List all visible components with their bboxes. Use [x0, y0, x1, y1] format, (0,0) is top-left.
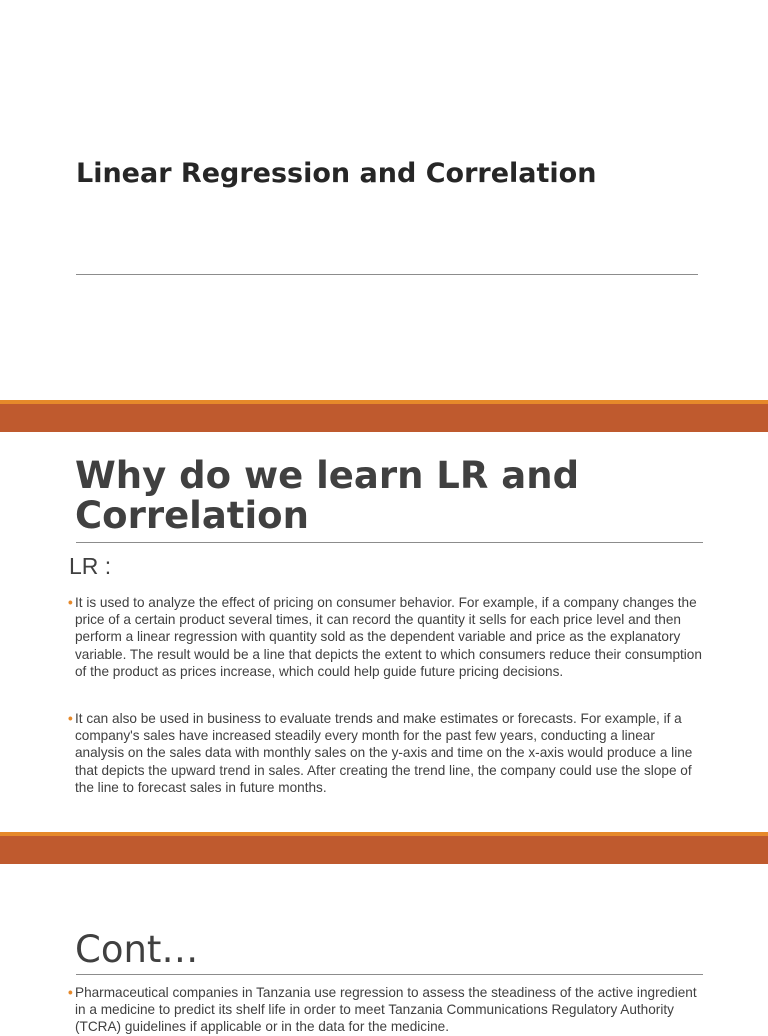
bullet-item [68, 594, 705, 680]
bullet-text: Pharmaceutical companies in Tanzania use regression to assess the steadiness of the active ingredient in a medicine to predict its shelf life in order to meet Tanzania Communications Regulatory Authority (TCRA) guidelines if applicable or in the data for the medicine. [75, 985, 697, 1035]
title-slide [0, 0, 768, 400]
title-divider [76, 974, 703, 975]
slide-title: Linear Regression and Correlation [76, 158, 597, 189]
bullet-marker-icon: • [68, 985, 73, 1000]
content-slide-why-learn [0, 432, 768, 832]
separator-accent [0, 400, 768, 404]
title-divider [76, 542, 703, 543]
bullet-text: It can also be used in business to evaluate trends and make estimates or forecasts. For example, if a company's sales have increased steadily every month for the past few years, conducting a linear analysis on the sales data with monthly sales on the y-axis and time on the x-axis would produce a line that depicts the upward trend in sales. After creating the trend line, the company could use the slope of the line to forecast sales in future months. [75, 711, 693, 795]
bullet-item [68, 710, 705, 796]
bullet-marker-icon: • [68, 595, 73, 610]
slide-title: Why do we learn LR and Correlation [75, 454, 580, 537]
title-divider [76, 274, 698, 275]
section-subheading: LR : [69, 553, 112, 579]
separator-accent [0, 832, 768, 836]
content-slide-cont [0, 864, 768, 1035]
slide-separator [0, 400, 768, 432]
slide-title: Cont… [75, 928, 199, 971]
bullet-item [68, 984, 705, 1036]
slide-separator [0, 832, 768, 864]
bullet-marker-icon: • [68, 711, 73, 726]
bullet-text: It is used to analyze the effect of pricing on consumer behavior. For example, if a company changes the price of a certain product several times, it can record the quantity it sells for each price level and then perform a linear regression with quantity sold as the dependent variable and price as the explanatory variable. The result would be a line that depicts the extent to which consumers reduce their consumption of the product as prices increase, which could help guide future pricing decisions. [75, 595, 702, 679]
